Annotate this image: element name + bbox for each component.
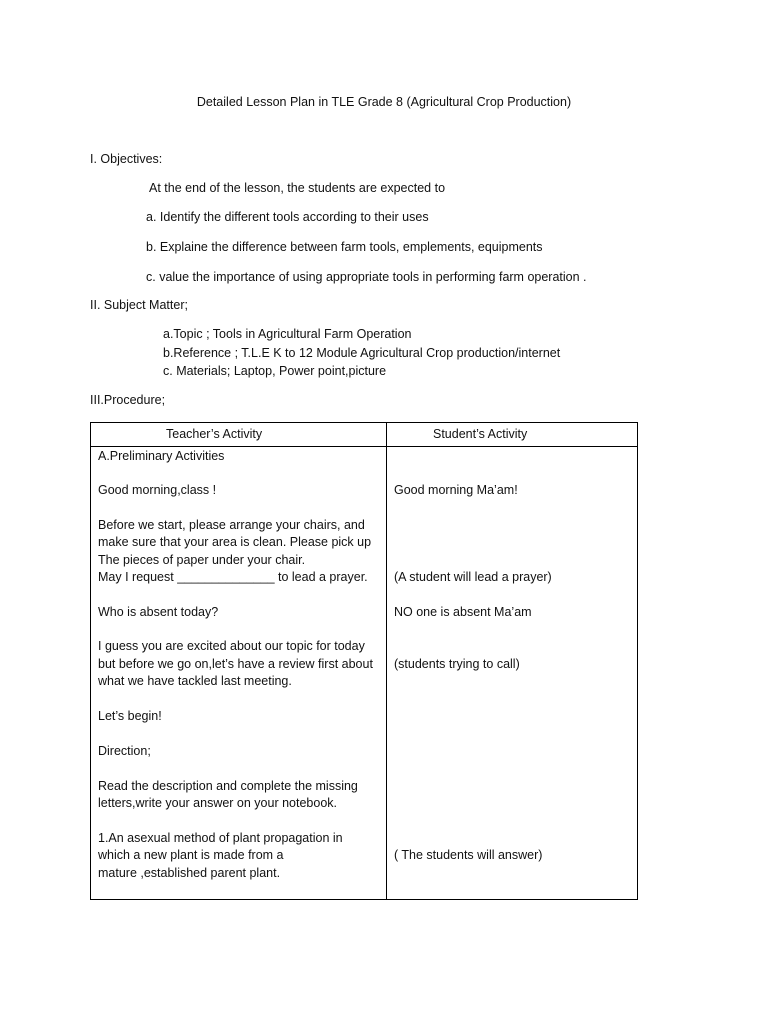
- teacher-arrange-line-2: make sure that your area is clean. Please pick up: [98, 535, 372, 549]
- teacher-arrange-line-3: The pieces of paper under your chair.: [98, 553, 306, 567]
- objective-item-c: c. value the importance of using appropriate tools in performing farm operation .: [146, 270, 587, 284]
- teacher-question-1-line-3: mature ,established parent plant.: [98, 866, 281, 880]
- objective-item-b: b. Explaine the difference between farm tools, emplements, equipments: [146, 240, 543, 254]
- teacher-greeting: Good morning,class !: [98, 483, 217, 497]
- student-absent: NO one is absent Ma’am: [394, 605, 532, 619]
- header-divider: [91, 446, 637, 447]
- teacher-review-line-1: I guess you are excited about our topic for today: [98, 639, 365, 653]
- teacher-preliminary: A.Preliminary Activities: [98, 449, 225, 463]
- teacher-direction: Direction;: [98, 744, 151, 758]
- subject-reference: b.Reference ; T.L.E K to 12 Module Agricultural Crop production/internet: [163, 346, 561, 360]
- teacher-read-line-1: Read the description and complete the missing: [98, 779, 358, 793]
- student-prayer: (A student will lead a prayer): [394, 570, 552, 584]
- subject-topic: a.Topic ; Tools in Agricultural Farm Operation: [163, 327, 412, 341]
- teacher-arrange-line-1: Before we start, please arrange your chairs, and: [98, 518, 365, 532]
- subject-materials: c. Materials; Laptop, Power point,picture: [163, 364, 387, 378]
- objectives-heading: I. Objectives:: [90, 152, 163, 166]
- teacher-prayer: May I request ______________ to lead a prayer.: [98, 570, 368, 584]
- student-review: (students trying to call): [394, 657, 520, 671]
- teacher-begin: Let’s begin!: [98, 709, 162, 723]
- procedure-heading: III.Procedure;: [90, 393, 166, 407]
- objective-item-a: a. Identify the different tools according to their uses: [146, 210, 429, 224]
- student-answer: ( The students will answer): [394, 848, 543, 862]
- teacher-absent: Who is absent today?: [98, 605, 219, 619]
- col-header-teacher: Teacher’s Activity: [166, 427, 263, 441]
- teacher-question-1-line-2: which a new plant is made from a: [98, 848, 284, 862]
- column-divider: [386, 423, 387, 899]
- teacher-question-1-line-1: 1.An asexual method of plant propagation in: [98, 831, 343, 845]
- teacher-read-line-2: letters,write your answer on your notebook.: [98, 796, 338, 810]
- document-title: Detailed Lesson Plan in TLE Grade 8 (Agricultural Crop Production): [196, 95, 572, 109]
- subject-matter-heading: II. Subject Matter;: [90, 298, 188, 312]
- teacher-review-line-3: what we have tackled last meeting.: [98, 674, 292, 688]
- procedure-table: [90, 422, 638, 900]
- teacher-review-line-2: but before we go on,let’s have a review first about: [98, 657, 373, 671]
- col-header-student: Student’s Activity: [433, 427, 528, 441]
- student-greeting: Good morning Ma’am!: [394, 483, 518, 497]
- objectives-intro: At the end of the lesson, the students are expected to: [149, 181, 446, 195]
